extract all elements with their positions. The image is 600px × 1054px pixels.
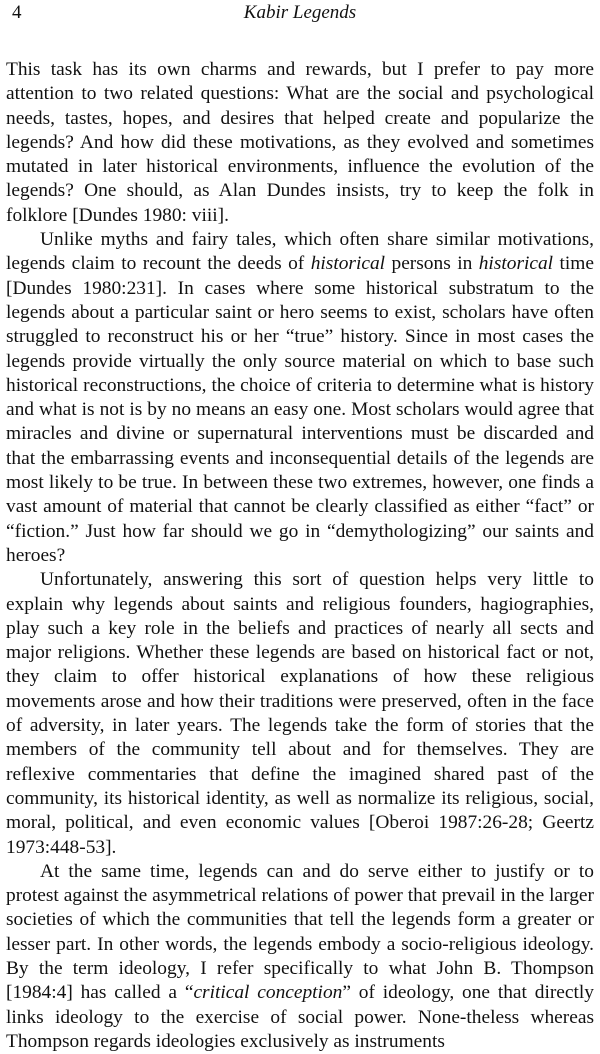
- emphasis-historical: historical: [310, 253, 386, 275]
- paragraph-text: Unlike myths and fairy tales, which often share similar motivations, legends claim to recount the deeds of: [6, 229, 594, 275]
- paragraph-text: Unfortunately, answering this sort of question helps very little to explain why legends about saints and religious founders, hagiographies, play such a key role in the beliefs and practices of nearly all sects and major religions. Whether these legends are based on historical fact or not, they claim to offer historical explanations of how these religious movements arose and how their traditions were preserved, often in the face of adversity, in later years. The legends take the form of stories that the members of the community tell about and for themselves. They are reflexive commentaries that define the imagined shared past of the community, its historical identity, as well as normalize its religious, social, moral, political, and even economic values [Oberoi 1987:26-28; Geertz 1973:448-53].: [6, 569, 594, 858]
- running-title: Kabir Legends: [243, 2, 357, 23]
- paragraph-text: This task has its own charms and rewards, but I prefer to pay more attention to two related questions: What are the social and psychological needs, tastes, hopes, and desires that helped create and popularize the legends? And how did these motivations, as they evolved and sometimes mutated in later historical environments, influence the evolution of the legends? One should, as Alan Dundes insists, try to keep the folk in folklore [Dundes 1980: viii].: [6, 59, 594, 226]
- paragraph-text: At the same time, legends can and do serve either to justify or to protest against the asymmetrical relations of power that prevail in the larger societies of which the communities that tell the legends form a greater or lesser part. In other words, the legends embody a socio-religious ideology. By the term ideology, I refer specifically to what John B. Thompson [1984:4] has called a “: [6, 860, 594, 1004]
- paragraph-text: time [Dundes 1980:231]. In cases where some historical substratum to the legends about a particular saint or hero seems to exist, scholars have often struggled to reconstruct his or her “true” history. Since in most cases the legends provide virtually the only source material on which to base such historical reconstructions, the choice of criteria to determine what is history and what is not is by no means an easy one. Most scholars would agree that miracles and divine or supernatural interventions must be discarded and that the embarrassing events and inconsequential details of the legends are most likely to be true. In between these two extremes, however, one finds a vast amount of material that cannot be clearly classified as either “fact” or “fiction.” Just how far should we go in “demythologizing” our saints and heroes?: [6, 253, 594, 566]
- emphasis-historical: historical: [478, 253, 554, 275]
- paragraph-2: [6, 228, 594, 568]
- paragraph-3: [6, 568, 594, 860]
- paragraph-1: [6, 58, 594, 228]
- paragraph-text: persons in: [385, 253, 479, 275]
- emphasis-critical-conception: critical conception: [193, 982, 343, 1004]
- paragraph-text: ” of ideology, one that directly links ideology to the exercise of social power. None-theless whereas Thompson regards ideologies exclusively as instruments: [6, 982, 594, 1052]
- body-text: [6, 58, 594, 1054]
- page-number: 4: [12, 2, 22, 23]
- running-head: [6, 0, 594, 28]
- paragraph-4: [6, 860, 594, 1054]
